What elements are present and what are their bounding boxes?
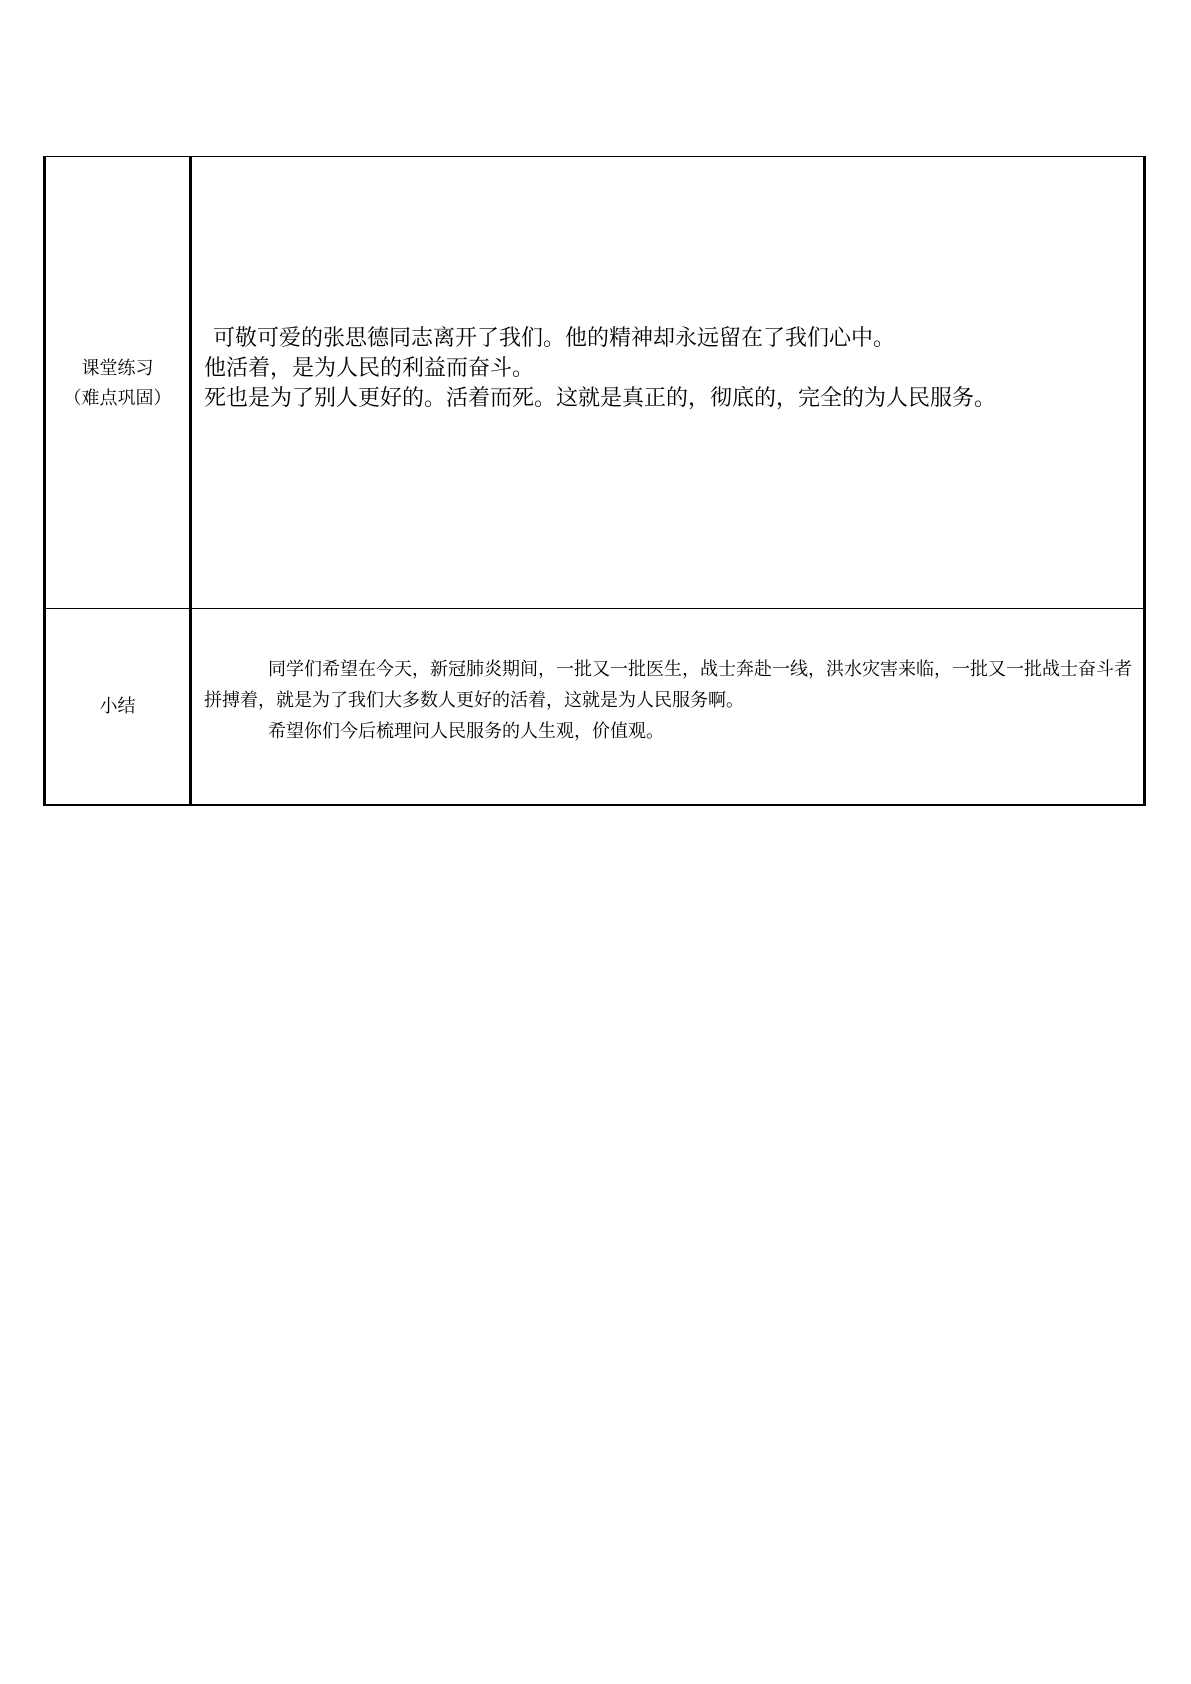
summary-content-cell — [191, 609, 1145, 805]
practice-line: 死也是为了别人更好的。活着而死。这就是真正的，彻底的，完全的为人民服务。 — [204, 384, 997, 410]
practice-text — [192, 323, 1143, 413]
practice-sublabel: （难点巩固） — [63, 387, 172, 408]
practice-row — [45, 157, 1145, 609]
practice-line: 可敬可爱的张思德同志离开了我们。他的精神却永远留在了我们心中。 — [213, 324, 896, 350]
summary-text — [192, 654, 1143, 747]
practice-line: 他活着，是为人民的利益而奋斗。 — [204, 354, 535, 380]
summary-label-cell — [45, 609, 191, 805]
summary-label: 小结 — [99, 696, 136, 717]
summary-row — [45, 609, 1145, 805]
practice-content-cell — [191, 157, 1145, 609]
practice-label-cell — [45, 157, 191, 609]
practice-label: 课堂练习 — [81, 357, 154, 378]
lesson-table — [43, 156, 1146, 806]
summary-paragraph: 希望你们今后梳理问人民服务的人生观，价值观。 — [268, 720, 664, 741]
summary-paragraph: 同学们希望在今天，新冠肺炎期间，一批又一批医生，战士奔赴一线，洪水灾害来临，一批又一批战士奋斗者拼搏着，就是为了我们大多数人更好的活着，这就是为人民服务啊。 — [204, 658, 1132, 710]
